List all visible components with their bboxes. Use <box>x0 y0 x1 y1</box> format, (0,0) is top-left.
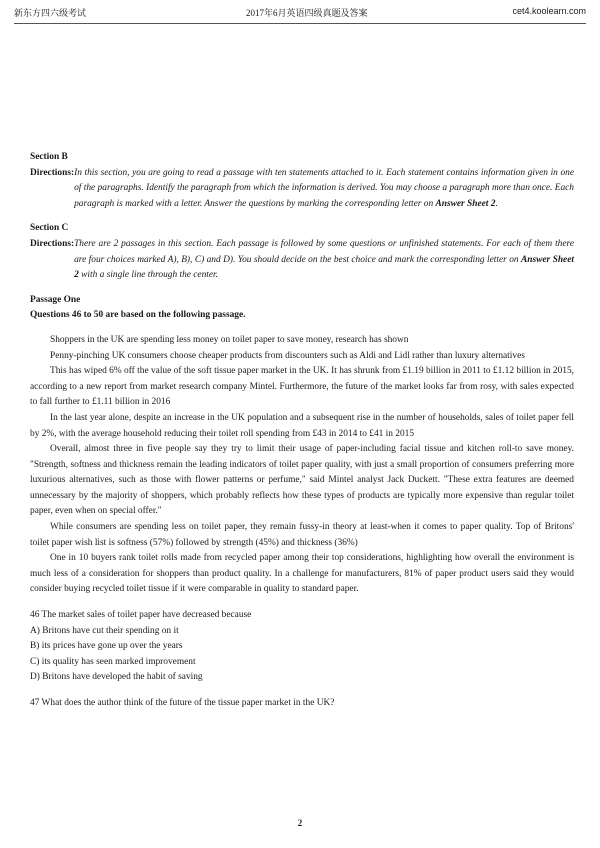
header-divider <box>14 23 586 24</box>
answer-sheet-label: Answer Sheet 2 <box>74 254 574 281</box>
section-b-directions <box>30 166 574 213</box>
header-center-text: 2017年6月英语四级真题及答案 <box>246 8 368 18</box>
directions-body: There are 2 passages in this section. Each passage is followed by some questions or unfinished statements. For each of them there are four choices marked A), B), C) and D). You should decide on the best choice and mark the corresponding letter on <box>74 238 574 265</box>
passage-body <box>30 333 574 598</box>
header-left-text: 新东方四六级考试 <box>14 8 87 18</box>
directions-text <box>74 237 574 284</box>
question-stem: 46 The market sales of toilet paper have decreased because <box>30 610 252 621</box>
question-stem: 47 What does the author think of the future of the tissue paper market in the UK? <box>30 698 335 708</box>
directions-text <box>74 166 574 213</box>
page-header <box>14 6 586 22</box>
directions-end: with a single line through the center. <box>78 270 218 281</box>
answer-option-c: C) its quality has seen marked improvement <box>30 656 196 667</box>
header-site-url: cet4.koolearn.com <box>512 6 586 16</box>
passage-paragraph: While consumers are spending less on toilet paper, they remain fussy-in theory at least-when it comes to paper quality. Top of Britons' toilet paper wish list is softness (57%) followed by strength (45%) and thickness (36%) <box>30 522 574 548</box>
passage-paragraph: In the last year alone, despite an increase in the UK population and a subsequent rise in the number of households, sales of toilet paper fell by 2%, with the average household reducing their toilet roll spending from £43 in 2014 to £41 in 2015 <box>30 412 574 439</box>
directions-label: Directions: <box>30 167 75 178</box>
question-46 <box>30 608 574 686</box>
section-b-title: Section B <box>30 152 68 162</box>
section-c-title: Section C <box>30 223 69 234</box>
answer-sheet-label: Answer Sheet 2 <box>435 198 496 209</box>
passage-paragraph: This has wiped 6% off the value of the soft tissue paper market in the UK. It has shrunk from £1.19 billion in 2011 to £1.12 billion in 2015, according to a new report from market research company Mintel. Furthermore, the future of the market looks far from rosy, with sales expected to fall further to £1.11 billion in 2016 <box>30 366 574 408</box>
directions-body: In this section, you are going to read a passage with ten statements attached to it. Each statement contains information given in one of the paragraphs. Identify the paragraph from which the information is derived. You may choose a paragraph more than once. Each paragraph is marked with a letter. Answer the questions by marking the corresponding letter on <box>74 167 574 209</box>
directions-label: Directions: <box>30 238 75 249</box>
passage-paragraph: Shoppers in the UK are spending less money on toilet paper to save money, research has shown <box>50 334 409 345</box>
passage-title: Passage One <box>30 294 81 305</box>
passage-subtitle: Questions 46 to 50 are based on the following passage. <box>30 310 246 321</box>
question-47 <box>30 696 574 712</box>
passage-paragraph: Overall, almost three in five people say they try to limit their usage of paper-including facial tissue and kitchen roll-to save money. "Strength, softness and thickness remain the leading indicators of toilet paper quality, with just a small proportion of consumers preferring more luxurious alternatives, such as those with flower patterns or perfume," said Mintel analyst Jack Duckett. "These extra features are deemed unnecessary by the majority of shoppers, which probably reflects how these types of products are typically more expensive than regular toilet paper, even when on special offer." <box>30 444 574 517</box>
page-number: 2 <box>297 818 303 828</box>
answer-option-b: B) its prices have gone up over the years <box>30 641 183 652</box>
page-content <box>30 150 574 712</box>
passage-paragraph: Penny-pinching UK consumers choose cheaper products from discounters such as Aldi and Lidl rather than luxury alternatives <box>50 350 525 361</box>
passage-paragraph: One in 10 buyers rank toilet rolls made from recycled paper among their top considerations, highlighting how overall the environment is much less of a consideration for shoppers than product quality. In a challenge for manufacturers, 81% of paper product users said they would consider buying recycled toilet tissue if it were comparable in quality to standard paper. <box>30 553 574 595</box>
directions-end: . <box>495 198 498 209</box>
answer-option-a: A) Britons have cut their spending on it <box>30 625 179 636</box>
answer-option-d: D) Britons have developed the habit of saving <box>30 672 203 683</box>
section-c-directions <box>30 237 574 284</box>
